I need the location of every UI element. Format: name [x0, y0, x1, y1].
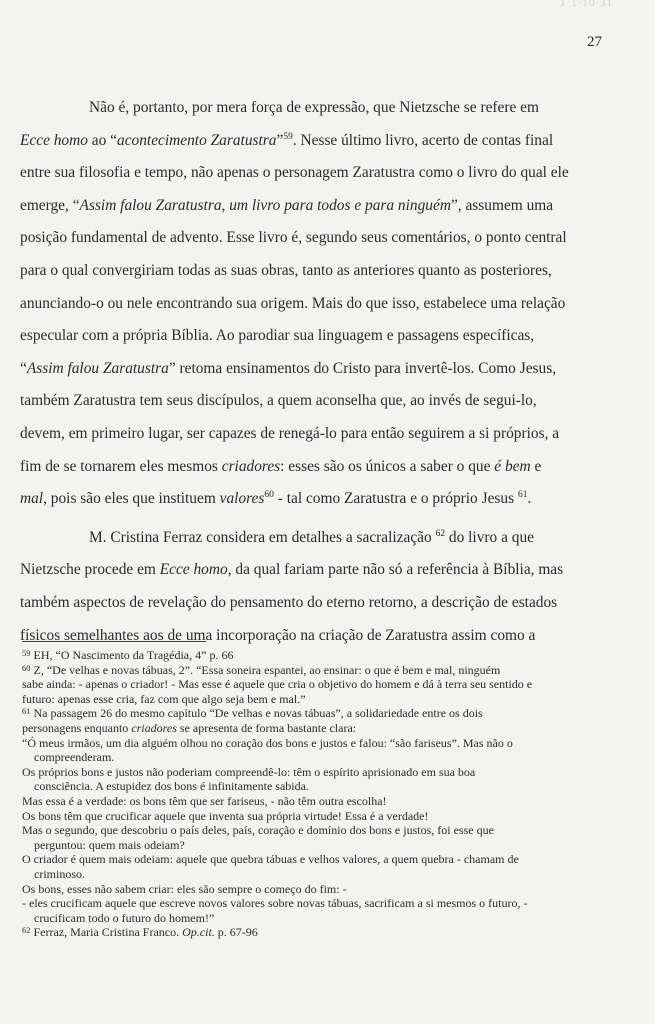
footnote-61-line: personagens enquanto criadores se apresenta de forma bastante clara:: [22, 720, 357, 735]
paragraph-1-line: também Zaratustra tem seus discípulos, a quem aconselha que, ao invés de segui-lo,: [20, 392, 537, 410]
footnote-ref-61: 61: [517, 490, 528, 501]
quote-line: Mas o segundo, que descobriu o país deles, país, coração e domínio dos bons e justos, foi esse que: [22, 823, 494, 838]
paragraph-2: [20, 522, 564, 652]
page-number: 27: [587, 34, 602, 50]
footnote-59: $^{59}$ EH, “O Nascimento da Tragédia, 4” p. 66: [22, 648, 234, 662]
paragraph-1-line: fim de se tornarem eles mesmos criadores: esses são os únicos a saber o que é bem e: [20, 457, 542, 475]
quote-line: crucificam todo o futuro do homem!”: [34, 910, 215, 925]
paragraph-2-line: M. Cristina Ferraz considera em detalhes a sacralização $^{62}$ do livro a que: [89, 528, 534, 546]
quote-line: Os bons, esses não sabem criar: eles são sempre o começo do fim: -: [22, 881, 347, 896]
quote-line: criminoso.: [34, 866, 85, 881]
paragraph-1-line: entre sua filosofia e tempo, não apenas o personagem Zaratustra como o livro do qual ele: [20, 164, 569, 182]
paragraph-1-line: Ecce homo ao “acontecimento Zaratustra”$^{59}$. Nesse último livro, acerto de contas final: [20, 131, 554, 149]
paragraph-1-line: para o qual convergiriam todas as suas obras, tanto as anteriores quanto as posteriores,: [20, 261, 552, 279]
footnote-60: $^{60}$ Z, “De velhas e novas tábuas, 2”. “Essa soneira espantei, ao ensinar: o que é bem e mal, ninguém: [22, 662, 501, 677]
footnote-62: $^{62}$ Ferraz, Maria Cristina Franco. Op.cit. p. 67-96: [22, 925, 258, 940]
paragraph-2-line: Nietzsche procede em Ecce homo, da qual fariam parte não só a referência à Bíblia, mas: [20, 561, 564, 579]
footnote-61: $^{61}$ Na passagem 26 do mesmo capítulo “De velhas e novas tábuas”, a solidariedade entre os dois: [22, 706, 483, 721]
footnote-separator: [22, 641, 206, 642]
quote-line: O criador é quem mais odeiam: aquele que quebra tábuas e velhos valores, a quem quebra - chamam de: [22, 852, 519, 867]
paragraph-1-line: devem, em primeiro lugar, ser capazes de renegá-lo para então seguirem a si próprios, a: [20, 424, 560, 442]
quote-line: consciência. A estupidez dos bons é infinitamente sabida.: [34, 779, 309, 794]
paragraph-1-line: emerge, “Assim falou Zaratustra, um livro para todos e para ninguém”, assumem uma: [20, 196, 554, 214]
paragraph-1-line: posição fundamental de advento. Esse livro é, segundo seus comentários, o ponto central: [20, 229, 567, 247]
footnote-ref-60: 60: [264, 490, 274, 501]
paragraph-1-line: Não é, portanto, por mera força de expressão, que Nietzsche se refere em: [89, 99, 539, 116]
paragraph-1-line: “Assim falou Zaratustra” retoma ensinamentos do Cristo para invertê-los. Como Jesus,: [20, 359, 557, 377]
quote-line: Os bons têm que crucificar aquele que inventa sua própria virtude! Essa é a verdade!: [22, 808, 429, 823]
paragraph-2-line: físicos semelhantes aos de uma incorporação na criação de Zaratustra assim como a: [20, 626, 536, 644]
quote-line: perguntou: quem mais odeiam?: [34, 837, 185, 852]
paragraph-2-line: também aspectos de revelação do pensamento do eterno retorno, a descrição de estados: [20, 593, 558, 611]
quote-line: compreenderam.: [34, 750, 115, 765]
quote-line: - eles crucificam aquele que escreve novos valores sobre novas tábuas, sacrificam a si mesmos o futuro, -: [22, 896, 528, 911]
footnote-ref-62: 62: [435, 528, 446, 539]
quote-line: Mas essa é a verdade: os bons têm que ser fariseus, - não têm outra escolha!: [22, 793, 387, 808]
footnote-60-line: futuro: apenas esse cria, faz com que algo seja bem e mal.”: [22, 691, 306, 706]
footnote-ref-59: 59: [283, 131, 293, 142]
paragraph-1-line: anunciando-o ou nele encontrando sua origem. Mais do que isso, estabelece uma relação: [20, 294, 566, 312]
quote-line: “Ó meus irmãos, um dia alguém olhou no coração dos bons e justos e falou: “são fariseus”. Mas não o: [22, 735, 513, 750]
paragraph-1-line: mal, pois são eles que instituem valores$^{60}$ - tal como Zaratustra e o próprio Jesus $^{61}$.: [20, 490, 532, 508]
footnotes: [22, 648, 542, 940]
paragraph-1: [20, 92, 569, 516]
footnote-60-line: sabe ainda: - apenas o criador! - Mas esse é aquele que cria o objetivo do homem e dá à terra seu sentido e: [22, 677, 533, 692]
paragraph-1-line: especular com a própria Bíblia. Ao parodiar sua linguagem e passagens específicas,: [20, 327, 535, 345]
body-text: [20, 92, 569, 652]
quote-line: Os próprios bons e justos não poderiam compreendê-lo: têm o espírito aprisionado em sua boa: [22, 764, 476, 779]
page-corner-mark: 1·1·10·31: [560, 0, 613, 9]
